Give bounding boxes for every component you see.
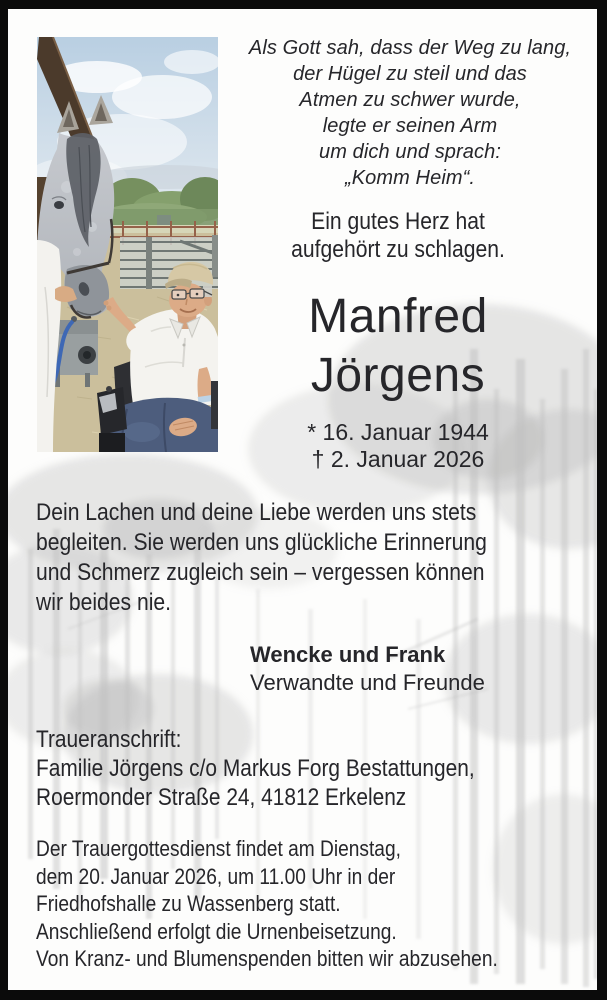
obituary-content — [8, 9, 597, 990]
first-name: Manfred — [308, 290, 488, 343]
poem — [220, 35, 597, 191]
tribute-line: und Schmerz zugleich sein – vergessen können — [36, 559, 485, 586]
tribute-line: wir beides nie. — [36, 589, 172, 616]
mourner-names: Wencke und Frank — [250, 642, 446, 667]
funeral-line: Von Kranz- und Blumenspenden bitten wir abzusehen. — [36, 946, 498, 971]
intro-verse — [231, 208, 565, 264]
tribute-line: begleiten. Sie werden uns glückliche Erinnerung — [36, 529, 487, 556]
poem-line: der Hügel zu steil und das — [293, 63, 527, 85]
mourners — [250, 641, 485, 697]
tribute-text — [36, 498, 487, 618]
funeral-line: Anschließend erfolgt die Urnenbeisetzung. — [36, 918, 397, 944]
address-line: Roermonder Straße 24, 41812 Erkelenz — [36, 784, 407, 811]
life-dates — [208, 419, 588, 473]
intro-line: aufgehört zu schlagen. — [291, 236, 505, 263]
intro-line: Ein gutes Herz hat — [311, 208, 485, 235]
mourner-relation: Verwandte und Freunde — [250, 670, 485, 695]
funeral-details — [36, 835, 498, 973]
poem-line: „Komm Heim“. — [344, 167, 476, 189]
last-name: Jörgens — [310, 349, 486, 402]
poem-line: um dich und sprach: — [319, 141, 501, 163]
deceased-name — [208, 287, 588, 405]
birth-date: * 16. Januar 1944 — [307, 419, 489, 445]
address-label: Traueranschrift: — [36, 726, 182, 753]
funeral-line: Der Trauergottesdienst findet am Dienstag, — [36, 836, 401, 861]
funeral-line: dem 20. Januar 2026, um 11.00 Uhr in der — [36, 863, 396, 889]
poem-line: Atmen zu schwer wurde, — [299, 89, 521, 111]
poem-line: legte er seinen Arm — [322, 115, 498, 137]
death-date: † 2. Januar 2026 — [311, 446, 485, 472]
condolence-address — [36, 725, 475, 812]
tribute-line: Dein Lachen und deine Liebe werden uns stets — [36, 499, 477, 526]
funeral-line: Friedhofshalle zu Wassenberg statt. — [36, 891, 341, 916]
poem-line: Als Gott sah, dass der Weg zu lang, — [248, 37, 572, 59]
memorial-photo — [37, 37, 218, 452]
address-line: Familie Jörgens c/o Markus Forg Bestattungen, — [36, 755, 475, 782]
